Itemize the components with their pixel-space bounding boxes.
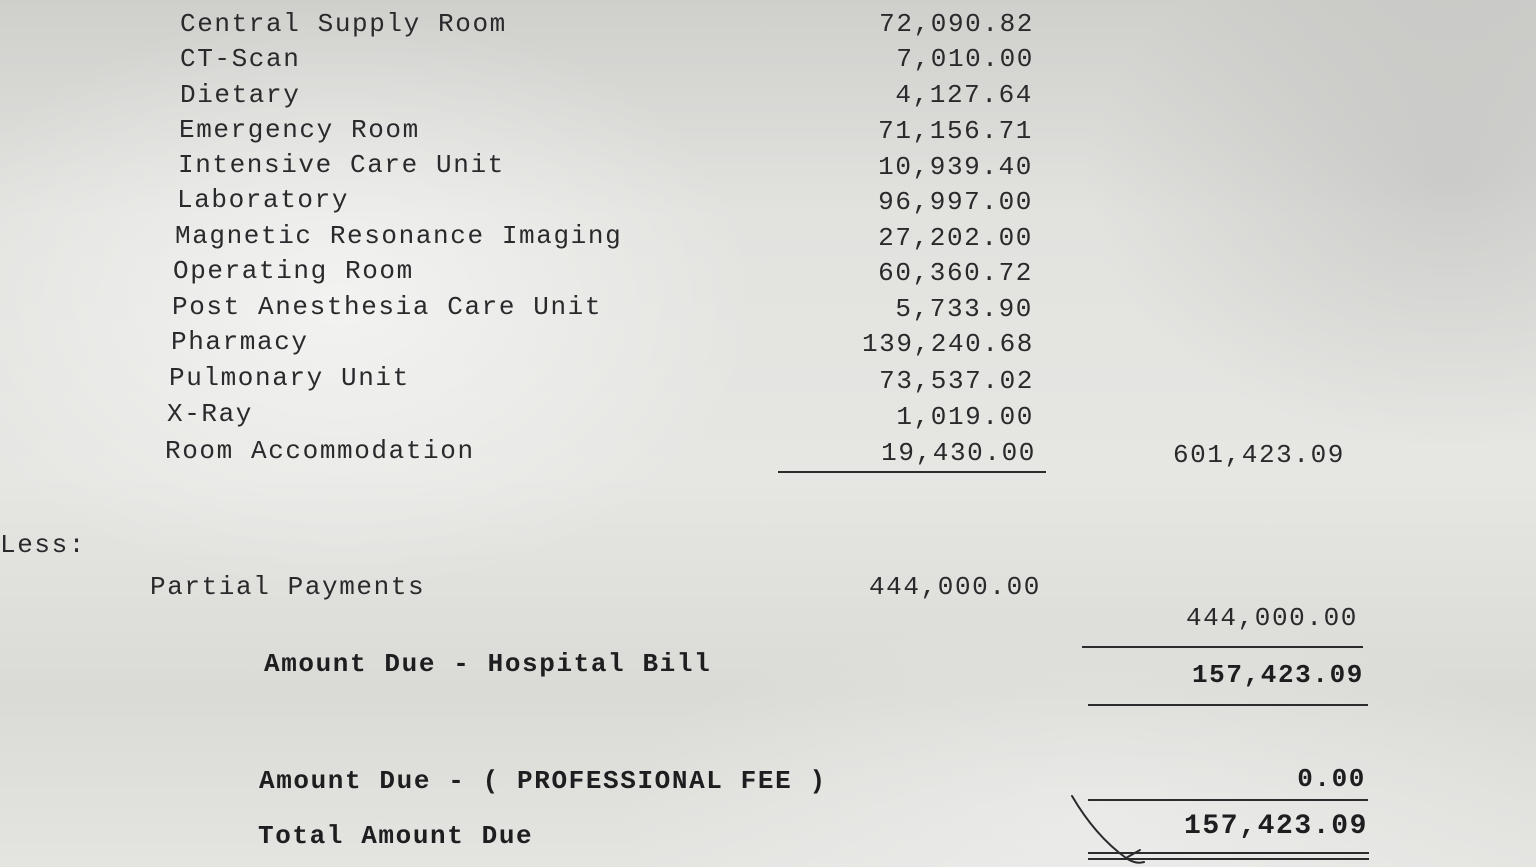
- less-label: Less:: [0, 530, 87, 560]
- charge-amount-operating-room: 60,360.72: [878, 258, 1033, 288]
- professional-fee-amount: 0.00: [1297, 764, 1366, 794]
- partial-payments-total: 444,000.00: [1185, 603, 1358, 633]
- charge-label-room-accommodation: Room Accommodation: [165, 436, 475, 466]
- charge-label-emergency-room: Emergency Room: [179, 115, 420, 145]
- charge-amount-pacu: 5,733.90: [895, 294, 1033, 324]
- charge-label-pulmonary: Pulmonary Unit: [169, 363, 410, 393]
- charge-amount-mri: 27,202.00: [878, 223, 1033, 253]
- charge-amount-ct-scan: 7,010.00: [896, 44, 1034, 74]
- charge-label-ct-scan: CT-Scan: [180, 44, 301, 74]
- charge-label-operating-room: Operating Room: [173, 256, 414, 286]
- charges-subtotal-rule: [778, 471, 1046, 473]
- total-due-amount: 157,423.09: [1183, 811, 1368, 842]
- handwritten-check-mark-icon: [1068, 792, 1158, 867]
- charge-amount-room-accommodation: 19,430.00: [881, 438, 1036, 468]
- charge-amount-emergency-room: 71,156.71: [878, 116, 1033, 146]
- hospital-bill-amount: 157,423.09: [1191, 660, 1364, 690]
- charge-amount-icu: 10,939.40: [878, 152, 1033, 182]
- hospital-bill-rule: [1088, 704, 1368, 706]
- charge-label-icu: Intensive Care Unit: [178, 150, 505, 180]
- hospital-bill-label: Amount Due - Hospital Bill: [264, 649, 712, 679]
- charge-label-mri: Magnetic Resonance Imaging: [175, 221, 623, 251]
- partial-payments-label: Partial Payments: [150, 572, 426, 602]
- charge-amount-pulmonary: 73,537.02: [879, 366, 1034, 396]
- charge-amount-dietary: 4,127.64: [895, 80, 1033, 110]
- charge-amount-central-supply: 72,090.82: [879, 9, 1034, 39]
- charge-label-xray: X-Ray: [167, 399, 254, 429]
- charge-label-pharmacy: Pharmacy: [171, 327, 309, 357]
- charge-label-laboratory: Laboratory: [177, 185, 350, 215]
- charge-label-central-supply: Central Supply Room: [180, 9, 507, 39]
- charge-label-pacu: Post Anesthesia Care Unit: [172, 292, 603, 322]
- charge-amount-laboratory: 96,997.00: [878, 187, 1033, 217]
- partial-payments-amount: 444,000.00: [868, 572, 1041, 602]
- charges-total: 601,423.09: [1172, 440, 1345, 470]
- professional-fee-label: Amount Due - ( PROFESSIONAL FEE ): [259, 766, 827, 796]
- total-due-label: Total Amount Due: [258, 821, 534, 851]
- payments-rule: [1082, 646, 1363, 648]
- charge-amount-xray: 1,019.00: [896, 402, 1034, 432]
- charge-amount-pharmacy: 139,240.68: [861, 329, 1034, 359]
- charge-label-dietary: Dietary: [180, 80, 301, 110]
